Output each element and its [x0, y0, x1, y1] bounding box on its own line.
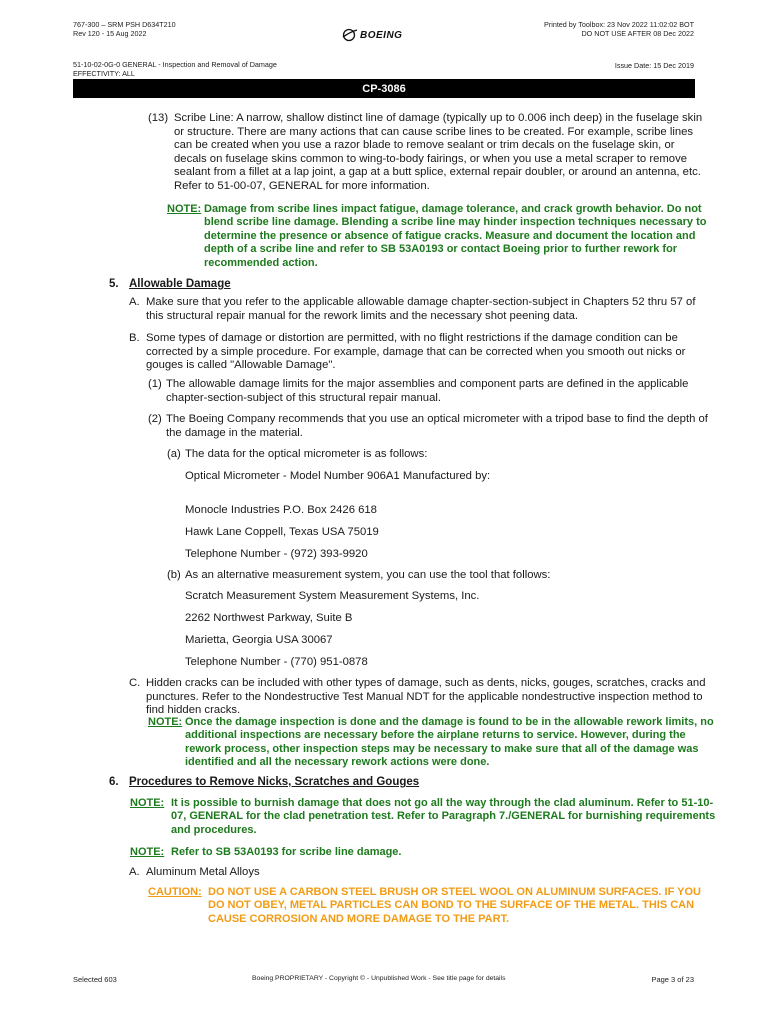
item-5b1-number: (1)	[148, 378, 162, 390]
printed-date: Printed by Toolbox: 23 Nov 2022 11:02:02 BOT	[544, 20, 694, 29]
item-6a	[129, 866, 260, 880]
footer-selected: Selected 603	[73, 975, 117, 984]
note-burnish-text: It is possible to burnish damage that does not go all the way through the clad aluminum. Refer to 51-10-07, GENERAL for the clad penetration test. Refer to Paragraph 7./GENERAL for burnishing requirements and procedures.	[171, 797, 716, 836]
caution-steel-brush	[148, 886, 713, 926]
item-5b2a-number: (a)	[167, 448, 181, 460]
item-5c-text: Hidden cracks can be included with other types of damage, such as dents, nicks, gouges, scratches, cracks and punctures. Refer to the Nondestructive Test Manual NDT for the applicable nondestructive inspection method to find hidden cracks.	[146, 677, 706, 717]
scratch-address-3: Marietta, Georgia USA 30067	[185, 634, 333, 646]
item-5b2-number: (2)	[148, 413, 162, 425]
issue-date: Issue Date: 15 Dec 2019	[614, 61, 694, 70]
item-5b2b-text: As an alternative measurement system, you can use the tool that follows:	[185, 569, 551, 581]
item-5b2b-number: (b)	[167, 569, 181, 581]
item-5b1-text: The allowable damage limits for the major assemblies and component parts are defined in the applicable chapter-section-subject of this structural repair manual.	[166, 378, 689, 404]
note-label: NOTE:	[148, 716, 183, 728]
scratch-address-2: 2262 Northwest Parkway, Suite B	[185, 612, 353, 624]
monocle-phone: Telephone Number - (972) 393-9920	[185, 548, 368, 560]
page-code: CP-3086	[362, 82, 406, 95]
micrometer-line: Optical Micrometer - Model Number 906A1 Manufactured by:	[185, 470, 491, 482]
note-label: NOTE:	[130, 797, 165, 809]
header-doc-info	[73, 20, 176, 38]
subject-block	[73, 61, 277, 78]
boeing-wordmark: BOEING	[360, 29, 403, 41]
item-13-number: (13)	[148, 112, 169, 124]
note-inspection	[148, 716, 718, 770]
section-6-number: 6.	[109, 776, 119, 788]
monocle-address-2: Hawk Lane Coppell, Texas USA 75019	[185, 526, 379, 538]
caution-label: CAUTION:	[148, 886, 202, 898]
do-not-use-date: DO NOT USE AFTER 08 Dec 2022	[581, 29, 694, 38]
note-scribe-line-text: Damage from scribe lines impact fatigue, damage tolerance, and crack growth behavior. Do not blend scribe line damage. Blending a scribe line may hinder inspection techniques necessary to determine the presence or absence of fatigue cracks. Measure and document the location and depth of a scribe line and refer to SB 53A0193 or contact Boeing prior to further rework for recommended action.	[204, 203, 707, 269]
item-5b-number: B.	[129, 332, 140, 344]
note-label: NOTE:	[130, 846, 165, 858]
item-5b2	[148, 413, 708, 440]
page-code-bar	[73, 79, 695, 98]
scratch-phone: Telephone Number - (770) 951-0878	[185, 656, 368, 668]
boeing-symbol-icon	[342, 28, 358, 42]
footer-page-number: Page 3 of 23	[651, 975, 694, 984]
item-13	[148, 112, 708, 194]
item-5b-text: Some types of damage or distortion are permitted, with no flight restrictions if the damage condition can be corrected by a simple procedure. For example, damage that can be corrected when you smooth out nicks or gouges is called "Allowable Damage".	[146, 332, 686, 372]
item-5b1	[148, 378, 708, 405]
boeing-logo	[342, 28, 402, 42]
note-label: NOTE:	[167, 203, 202, 215]
note-inspection-text: Once the damage inspection is done and the damage is found to be in the allowable rework limits, no additional inspections are necessary before the airplane returns to service. However, during the rework process, other inspection steps may be necessary to make sure that all of the damage was identified and all the necessary rework actions were done.	[185, 716, 714, 769]
note-burnish	[130, 797, 720, 837]
item-5b2-text: The Boeing Company recommends that you use an optical micrometer with a tripod base to find the depth of the damage in the material.	[166, 413, 708, 439]
item-5a	[129, 296, 714, 323]
section-6-title: Procedures to Remove Nicks, Scratches and Gouges	[129, 776, 420, 788]
caution-text: DO NOT USE A CARBON STEEL BRUSH OR STEEL WOOL ON ALUMINUM SURFACES. IF YOU DO NOT OBEY, METAL PARTICLES CAN BOND TO THE SURFACE OF THE METAL. THIS CAN CAUSE CORROSION AND MORE DAMAGE TO THE PART.	[208, 886, 701, 925]
item-13-text: Scribe Line: A narrow, shallow distinct line of damage (typically up to 0.006 inch deep) in the fuselage skin or structure. There are many actions that can cause scribe lines to be created. For example, scribe lines can be created when you use a razor blade to remove sealant or trim decals on the fuselage skin, or decals on fuselage skins common to wing-to-body fairings, or when you use a metal scraper to remove sealant from a fillet at a lap joint, a gap at a butt splice, external repair doubler, or around an antenna, etc. Refer to 51-00-07, GENERAL for more information.	[174, 112, 703, 192]
item-5b2a	[167, 448, 707, 462]
doc-revision: Rev 120 - 15 Aug 2022	[73, 29, 147, 38]
note-scribe-sb	[130, 846, 720, 859]
item-5c-number: C.	[129, 677, 141, 689]
subject-line: 51-10-02-0G-0 GENERAL - Inspection and Removal of Damage	[73, 60, 277, 69]
doc-id: 767-300 – SRM PSH D634T210	[73, 20, 176, 29]
item-5a-number: A.	[129, 296, 140, 308]
item-5b2b	[167, 569, 707, 583]
item-5b	[129, 332, 714, 373]
item-6a-number: A.	[129, 866, 140, 878]
scratch-address-1: Scratch Measurement System Measurement Systems, Inc.	[185, 590, 480, 602]
item-5a-text: Make sure that you refer to the applicable allowable damage chapter-section-subject in Chapters 52 thru 57 of this structural repair manual for the rework limits and the necessary shot peening data.	[146, 296, 696, 322]
item-5c	[129, 677, 714, 718]
item-5b2a-text: The data for the optical micrometer is as follows:	[185, 448, 428, 460]
note-scribe-sb-text: Refer to SB 53A0193 for scribe line damage.	[171, 846, 402, 858]
section-5-title: Allowable Damage	[129, 278, 231, 290]
section-5-number: 5.	[109, 278, 119, 290]
note-scribe-line	[167, 203, 717, 270]
section-5-heading	[109, 278, 231, 292]
section-6-heading	[109, 776, 419, 790]
effectivity: EFFECTIVITY: ALL	[73, 68, 135, 78]
monocle-address-1: Monocle Industries P.O. Box 2426 618	[185, 504, 377, 516]
item-6a-text: Aluminum Metal Alloys	[146, 866, 260, 878]
footer-proprietary: Boeing PROPRIETARY - Copyright © - Unpublished Work - See title page for details	[252, 975, 506, 982]
header-print-info	[544, 20, 694, 38]
